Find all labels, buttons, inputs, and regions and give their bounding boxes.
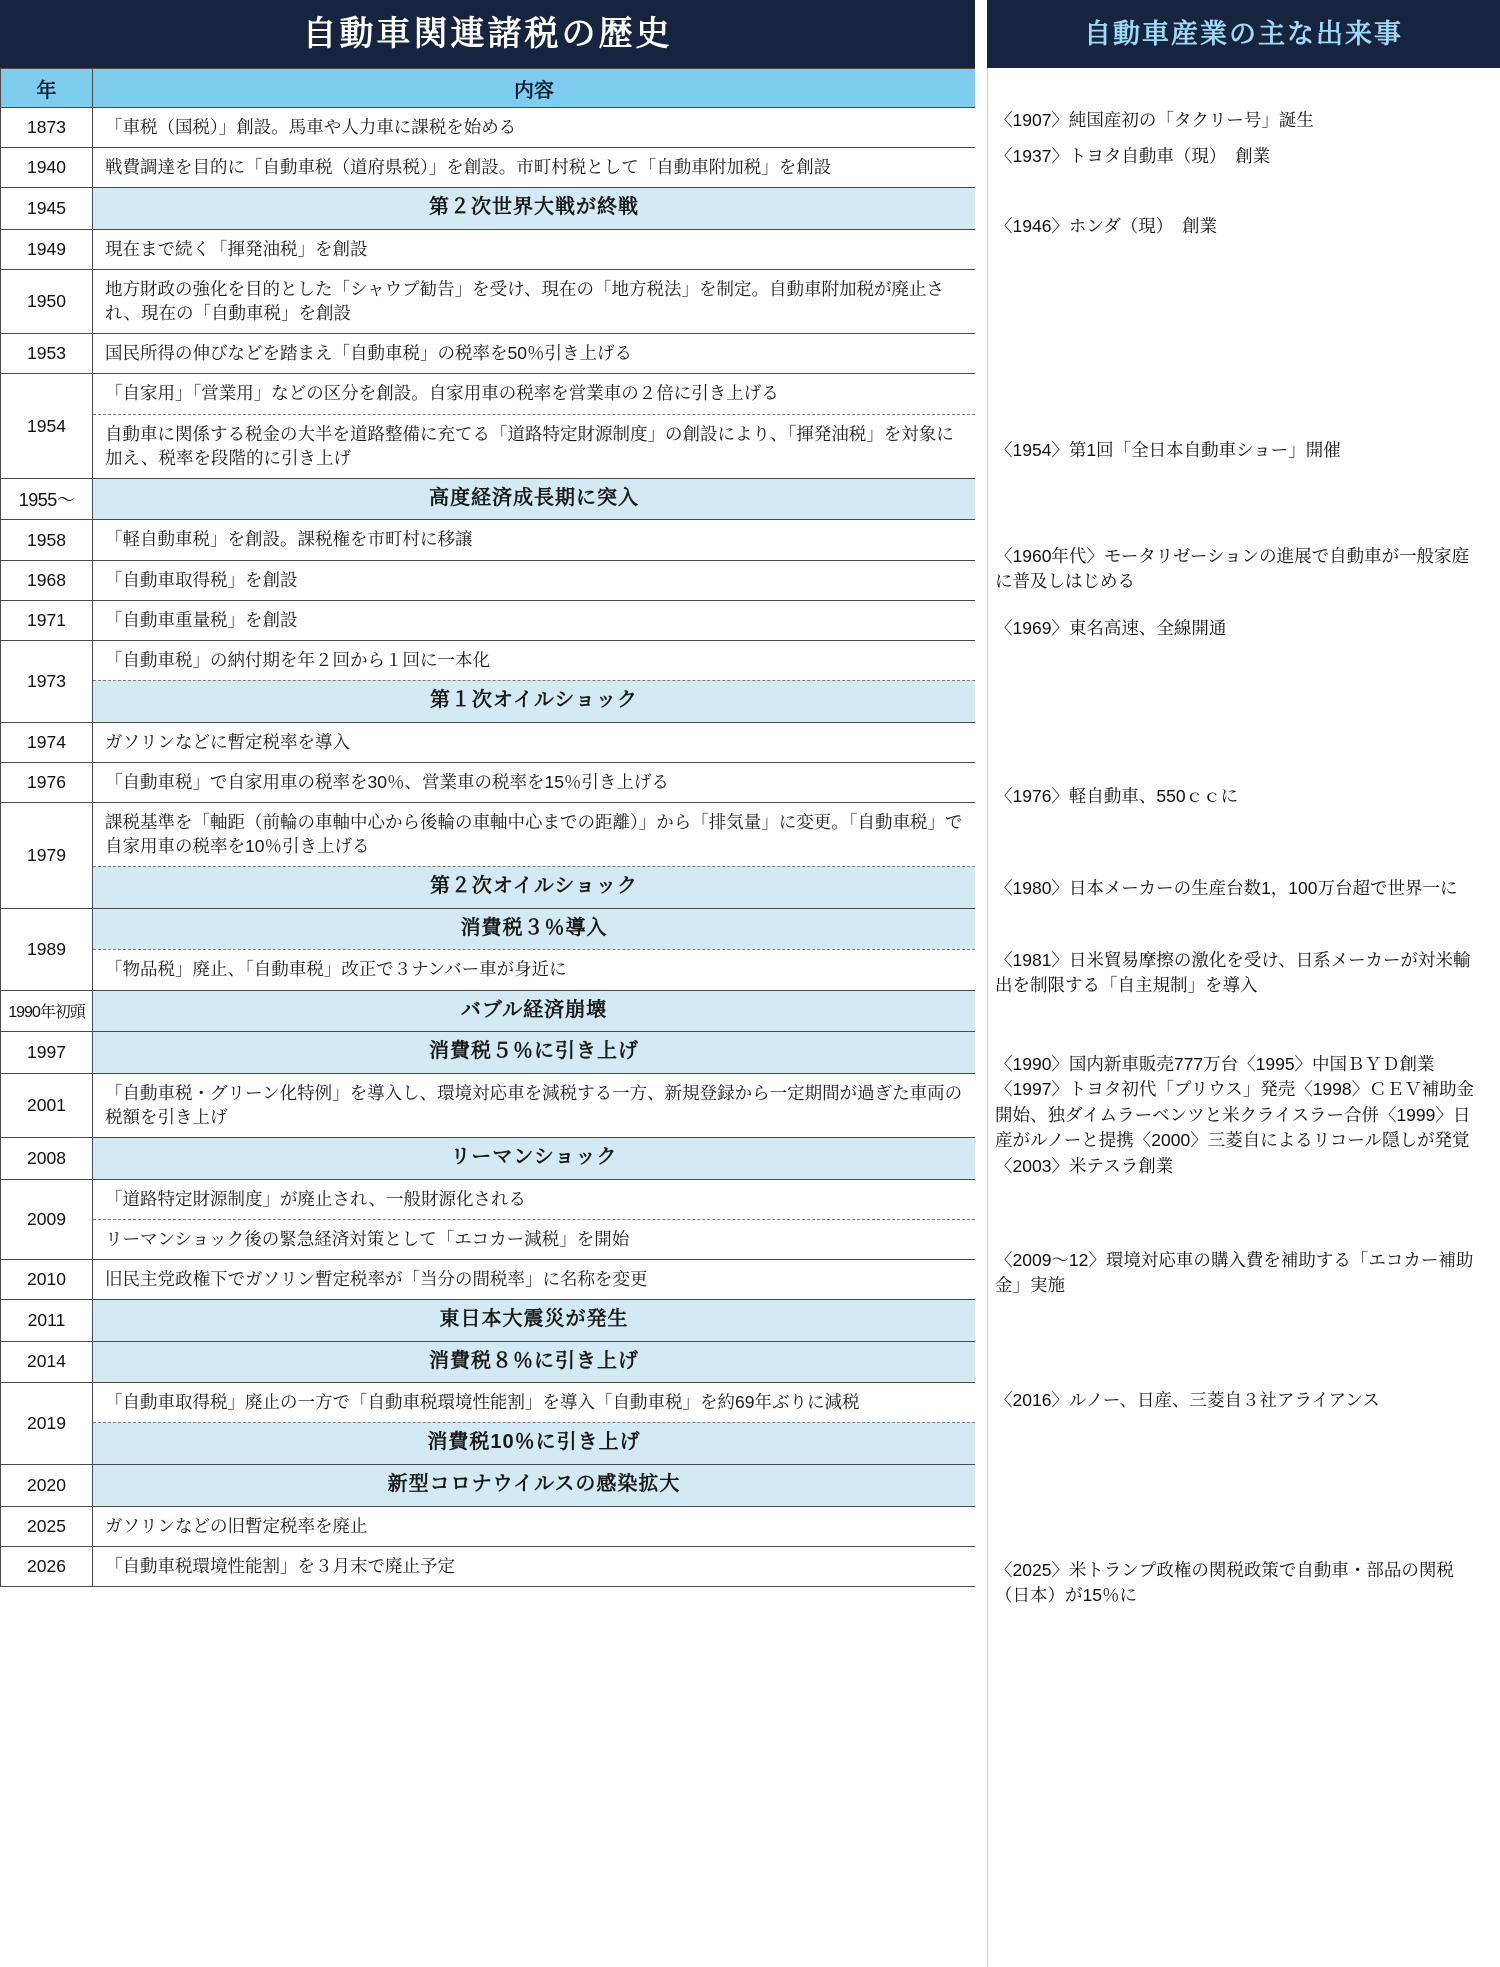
table-row [1,229,976,269]
row-subcontent: 「自家用」「営業用」などの区分を創設。自家用車の税率を営業車の２倍に引き上げる [105,383,779,404]
row-content: 「車税（国税）」創設。馬車や人力車に課税を始める [93,108,976,148]
event-item: 〈1960年代〉モータリゼーションの進展で自動車が一般家庭に普及しはじめる [995,546,1470,592]
row-year: 1945 [1,188,93,230]
table-row [1,108,976,148]
row-year: 2026 [1,1546,93,1586]
row-content-highlight: 第２次世界大戦が終戦 [93,188,976,230]
row-year: 2008 [1,1137,93,1179]
event-item: 〈1969〉東名高速、全線開通 [995,618,1227,638]
row-year: 1950 [1,270,93,334]
row-year: 2025 [1,1506,93,1546]
row-content-highlight: バブル経済崩壊 [93,990,976,1032]
table-row [1,1341,976,1383]
row-content-split [93,1383,976,1465]
event-item: 〈1937〉トヨタ自動車（現） 創業 [995,146,1271,166]
row-subcontent: 課税基準を「軸距（前輪の車軸中心から後輪の車軸中心までの距離）」から「排気量」に変更。「自動車税」で自家用車の税率を10％引き上げる [105,811,963,857]
row-content: 「自動車取得税」を創設 [93,560,976,600]
page-title: 自動車関連諸税の歴史 [0,0,975,68]
event-item: 〈1946〉ホンダ（現） 創業 [995,216,1217,236]
row-year: 2014 [1,1341,93,1383]
row-content: 戦費調達を目的に「自動車税（道府県税）」を創設。市町村税として「自動車附加税」を創設 [93,148,976,188]
row-year: 2020 [1,1464,93,1506]
table-row [1,1299,976,1341]
row-content: 「自動車税」で自家用車の税率を30％、営業車の税率を15％引き上げる [93,762,976,802]
table-row [1,600,976,640]
row-year: 2019 [1,1383,93,1465]
table-row [1,1383,976,1465]
row-content-highlight: 高度経済成長期に突入 [93,478,976,520]
row-year: 1976 [1,762,93,802]
row-year: 1989 [1,908,93,990]
event-item: 〈1981〉日米貿易摩擦の激化を受け、日系メーカーが対米輸出を制限する「自主規制」を導入 [995,950,1471,996]
table-row [1,1259,976,1299]
row-content: 国民所得の伸びなどを踏まえ「自動車税」の税率を50％引き上げる [93,334,976,374]
row-subcontent: 第１次オイルショック [93,680,975,722]
table-row [1,560,976,600]
row-content-highlight: リーマンショック [93,1137,976,1179]
row-year: 1971 [1,600,93,640]
row-year: 1958 [1,520,93,560]
row-content-highlight: 消費税５％に引き上げ [93,1032,976,1074]
table-row [1,148,976,188]
row-year: 2001 [1,1073,93,1137]
table-row [1,1179,976,1259]
table-row [1,1032,976,1074]
row-subcontent: 消費税３％導入 [93,909,975,950]
row-subcontent: 「自動車取得税」廃止の一方で「自動車税環境性能割」を導入「自動車税」を約69年ぶりに減税 [105,1392,860,1413]
row-content-split [93,908,976,990]
events-title: 自動車産業の主な出来事 [987,0,1500,68]
table-row [1,1073,976,1137]
table-row [1,1506,976,1546]
column-divider [987,68,988,1967]
row-content: 「自動車税環境性能割」を３月末で廃止予定 [93,1546,976,1586]
event-item: 〈1976〉軽自動車、550ｃｃに [995,786,1239,806]
column-header-year: 年 [1,69,93,108]
industry-events-column [975,0,1500,1967]
row-content: ガソリンなどに暫定税率を導入 [93,722,976,762]
row-year: 1968 [1,560,93,600]
row-content-highlight: 新型コロナウイルスの感染拡大 [93,1464,976,1506]
row-content-highlight: 東日本大震災が発生 [93,1299,976,1341]
row-subcontent: 自動車に関係する税金の大半を道路整備に充てる「道路特定財源制度」の創設により、「揮発油税」を対象に加え、税率を段階的に引き上げ [93,414,975,478]
row-content: 「自動車税・グリーン化特例」を導入し、環境対応車を減税する一方、新規登録から一定期間が過ぎた車両の税額を引き上げ [93,1073,976,1137]
event-item: 〈2025〉米トランプ政権の関税政策で自動車・部品の関税（日本）が15％に [995,1560,1454,1606]
table-row [1,762,976,802]
row-content-split [93,640,976,722]
event-item: 〈1980〉日本メーカーの生産台数1，100万台超で世界一に [995,878,1458,898]
row-content: 現在まで続く「揮発油税」を創設 [93,229,976,269]
row-subcontent: 第２次オイルショック [93,866,975,908]
event-item: 〈1907〉純国産初の「タクリー号」誕生 [995,110,1314,130]
table-row [1,802,976,908]
row-year: 1955〜 [1,478,93,520]
events-list [987,68,1500,1967]
table-row [1,188,976,230]
row-year: 1974 [1,722,93,762]
row-content: 「自動車重量税」を創設 [93,600,976,640]
table-row [1,1464,976,1506]
row-year: 1997 [1,1032,93,1074]
row-subcontent: 「物品税」廃止、「自動車税」改正で３ナンバー車が身近に [93,949,975,989]
table-row [1,640,976,722]
row-content-split [93,374,976,478]
row-year: 2011 [1,1299,93,1341]
event-item: 〈2016〉ルノー、日産、三菱自３社アライアンス [995,1390,1380,1410]
row-subcontent: 消費税10％に引き上げ [93,1422,975,1464]
row-content: 地方財政の強化を目的とした「シャウプ勧告」を受け、現在の「地方税法」を制定。自動車附加税が廃止され、現在の「自動車税」を創設 [93,270,976,334]
row-content: ガソリンなどの旧暫定税率を廃止 [93,1506,976,1546]
row-year: 1949 [1,229,93,269]
row-year: 1979 [1,802,93,908]
row-year: 1990年初頭 [1,990,93,1032]
event-item: 〈1954〉第1回「全日本自動車ショー」開催 [995,440,1341,460]
table-row [1,908,976,990]
table-row [1,1546,976,1586]
row-content-highlight: 消費税８％に引き上げ [93,1341,976,1383]
event-item: 〈1990〉国内新車販売777万台〈1995〉中国ＢＹＤ創業〈1997〉トヨタ初代「プリウス」発売〈1998〉ＣＥＶ補助金開始、独ダイムラーベンツと米クライスラー合併〈1999〉日産がルノーと提携〈2000〉三菱自によるリコール隠しが発覚〈2003〉米テスラ創業 [995,1054,1475,1176]
table-row [1,270,976,334]
row-year: 1953 [1,334,93,374]
row-year: 1873 [1,108,93,148]
table-row [1,1137,976,1179]
row-content-split [93,802,976,908]
table-header-row [1,69,976,108]
row-year: 1973 [1,640,93,722]
history-table-body [1,108,976,1587]
column-header-content: 内容 [93,69,976,108]
row-year: 2010 [1,1259,93,1299]
table-row [1,722,976,762]
row-year: 1954 [1,374,93,478]
table-row [1,990,976,1032]
row-year: 2009 [1,1179,93,1259]
table-row [1,478,976,520]
row-subcontent: 「道路特定財源制度」が廃止され、一般財源化される [105,1188,527,1209]
event-item: 〈2009〜12〉環境対応車の購入費を補助する「エコカー補助金」実施 [995,1250,1474,1296]
history-table [0,68,976,1587]
row-content: 旧民主党政権下でガソリン暫定税率が「当分の間税率」に名称を変更 [93,1259,976,1299]
table-row [1,334,976,374]
row-content: 「軽自動車税」を創設。課税権を市町村に移譲 [93,520,976,560]
table-row [1,520,976,560]
row-content-split [93,1179,976,1259]
row-subcontent: リーマンショック後の緊急経済対策として「エコカー減税」を開始 [93,1219,975,1259]
table-row [1,374,976,478]
row-subcontent: 「自動車税」の納付期を年２回から１回に一本化 [105,649,490,670]
row-year: 1940 [1,148,93,188]
